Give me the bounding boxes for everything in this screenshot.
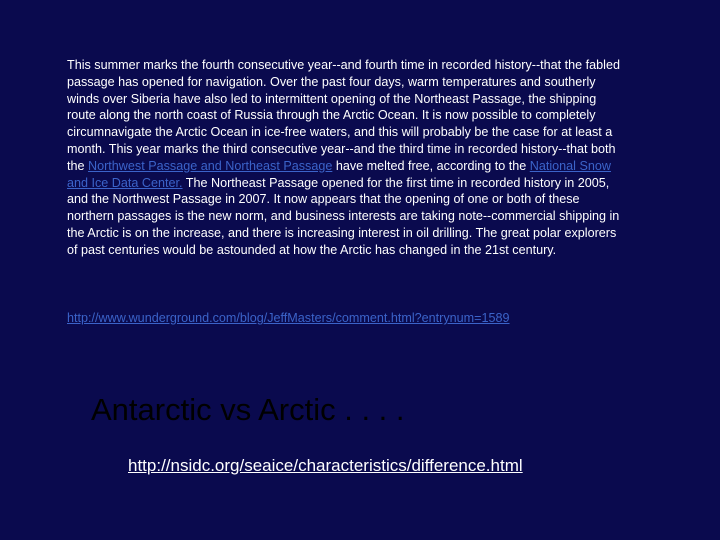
article-text-2: have melted free, according to the (332, 158, 530, 173)
article-text-3: The Northeast Passage opened for the first time in recorded history in 2005, and the Northwest Passage in 2007. It now appears that the opening of one or both of these northern passages is the new norm, and business interests are taking note--commercial shipping in the Arctic is on the increase, and there is increasing interest in oil drilling. The great polar explorers of past centuries would be astounded at how the Arctic has changed in the 21st century. (67, 175, 620, 257)
article-paragraph (67, 57, 627, 259)
article-text-1: This summer marks the fourth consecutive year--and fourth time in recorded history--that the fabled passage has opened for navigation. Over the past four days, warm temperatures and southerly winds over Siberia have also led to intermittent opening of the Northeast Passage, the shipping route along the north coast of Russia through the Arctic Ocean. It is now possible to completely circumnavigate the Arctic Ocean in ice-free waters, and this will probably be the case for at least a month. This year marks the third consecutive year--and the third time in recorded history--that both the (67, 58, 620, 173)
section-heading: Antarctic vs Arctic . . . . (91, 392, 405, 427)
wunderground-source-link[interactable]: http://www.wunderground.com/blog/JeffMasters/comment.html?entrynum=1589 (67, 311, 510, 325)
nsidc-center-link[interactable]: National Snow and Ice Data Center. (67, 158, 611, 190)
nsidc-difference-link[interactable]: http://nsidc.org/seaice/characteristics/difference.html (128, 456, 523, 475)
northwest-northeast-passage-link[interactable]: Northwest Passage and Northeast Passage (88, 158, 333, 173)
